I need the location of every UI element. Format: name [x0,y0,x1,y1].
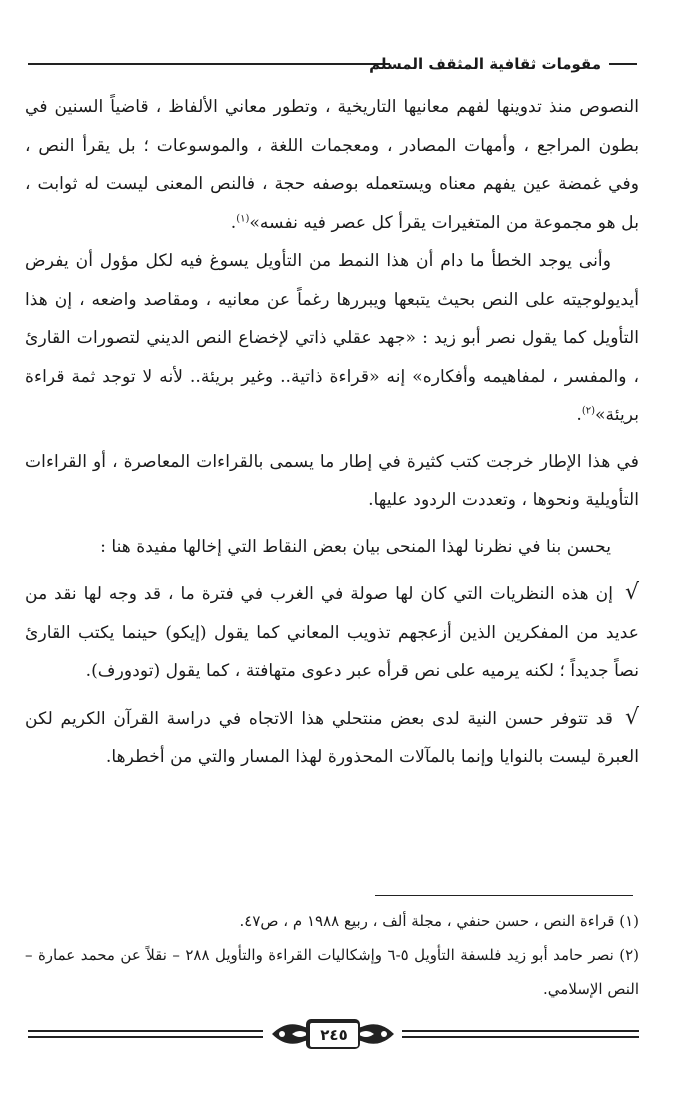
bullet-text: إن هذه النظريات التي كان لها صولة في الغرب في فترة ما ، قد وجه لها نقد من عديد من المفكرين الذين أزعجهم تذويب المعاني كما يقول (إيكو) حينما يكتب القارئ نصاً جديداً ؛ لكنه يرميه على نص قرأه عبر دعوى متهافتة ، كما يقول (تودورف). [25,584,639,681]
footnote-ref-2: (٢) [581,405,596,417]
check-icon: √ [624,580,639,605]
paragraph-text: النصوص منذ تدوينها لفهم معانيها التاريخية ، وتطور معاني الألفاظ ، قاضياً السنين في بطون المراجع ، وأمهات المصادر ، ومعجمات اللغة ، والموسوعات ؛ بل يقرأ النص ، وفي غمضة عين يفهم معناه ويستعمله بوصفه حجة ، فالنص المعنى ليست له ثوابت ، بل هو مجموعة من المتغيرات يقرأ كل عصر فيه نفسه» [25,97,639,233]
paragraph-quote-continuation: النصوص منذ تدوينها لفهم معانيها التاريخية ، وتطور معاني الألفاظ ، قاضياً السنين في بطون المراجع ، وأمهات المصادر ، ومعجمات اللغة ، والموسوعات ؛ بل يقرأ النص ، وفي غمضة عين يفهم معناه ويستعمله بوصفه حجة ، فالنص المعنى ليست له ثوابت ، بل هو مجموعة من المتغيرات يقرأ كل عصر فيه نفسه»$^{(١)}$. [25,97,639,233]
footer-rule [402,1030,639,1032]
footnote-2: (٢) نصر حامد أبو زيد فلسفة التأويل ٥-٦ وإشكاليات القراءة والتأويل ٢٨٨ – نقلاً عن محمد عمارة – النص الإسلامي. [25,946,639,998]
footnote-ref-1: (١) [236,212,250,224]
header-rule-left [28,63,390,65]
paragraph-text: وأنى يوجد الخطأ ما دام أن هذا النمط من التأويل يسوغ فيه لكل مؤول أن يفرض أيديولوجيته على النص بحيث يتبعها ويبررها رغماً عن معانيه ، ومقاصد واضعه ، إن هذا التأويل كما يقول نصر أبو زيد : «جهد عقلي ذاتي لإخضاع النص الديني لتصورات القارئ ، والمفسر ، لمفاهيمه وأفكاره» إنه «قراءة ذاتية.. وغير بريئة.. لأنه لا توجد ثمة قراءة بريئة» [25,251,639,425]
paragraph-points-intro [25,528,639,567]
footer-rule [402,1036,639,1038]
paragraph-interpretation: وأنى يوجد الخطأ ما دام أن هذا النمط من التأويل يسوغ فيه لكل مؤول أن يفرض أيديولوجيته على النص بحيث يتبعها ويبررها رغماً عن معانيه ، ومقاصد واضعه ، إن هذا التأويل كما يقول نصر أبو زيد : «جهد عقلي ذاتي لإخضاع النص الديني لتصورات القارئ ، والمفسر ، لمفاهيمه وأفكاره» إنه «قراءة ذاتية.. وغير بريئة.. لأنه لا توجد ثمة قراءة بريئة»$^{(٢)}$. [25,251,639,425]
check-icon: √ [624,704,639,730]
page-number: ٢٤٥ [309,1022,359,1048]
bullet-text: قد تتوفر حسن النية لدى بعض منتحلي هذا الاتجاه في دراسة القرآن الكريم لكن العبرة ليست بالنوايا وإنما بالمآلات المحذورة لهذا المسار والتي من أخطرها. [25,708,639,767]
footnotes [25,904,639,1006]
paragraph-text: في هذا الإطار خرجت كتب كثيرة في إطار ما يسمى بالقراءات المعاصرة ، أو القراءات التأويلية ونحوها ، وتعددت الردود عليها. [25,451,639,510]
footer-rule [28,1030,263,1032]
running-header-title: مقومات ثقافية المثقف المسلم [369,55,601,73]
bullet-point-1 [25,574,639,691]
header-rule-right [609,63,637,65]
footnote-separator [375,895,633,896]
footer-rule [28,1036,263,1038]
main-text [25,88,639,777]
paragraph-text: يحسن بنا في نظرنا لهذا المنحى بيان بعض النقاط التي إخالها مفيدة هنا : [100,536,611,557]
paragraph-context [25,443,639,520]
page-footer [28,1016,639,1056]
footnote-1: (١) قراءة النص ، حسن حنفي ، مجلة ألف ، ربيع ١٩٨٨ م ، ص٤٧. [239,912,639,930]
running-header [28,52,637,78]
bullet-point-2 [25,699,639,777]
